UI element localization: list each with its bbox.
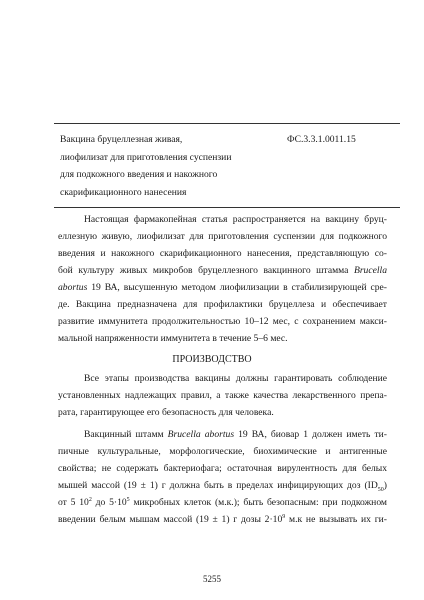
title-line: Вакцина бруцеллезная живая, [60,134,183,145]
monograph-code: ФС.3.3.1.0011.15 [287,134,356,145]
header-top-rule [54,123,400,124]
production-line: пичные культуральные, морфологические, биохимические и антигенные [58,446,387,457]
latin-name: abortus [58,282,88,293]
title-line: для подкожного введения и накожного [60,169,218,180]
subscript: 50 [377,486,384,493]
text-span: Вакцинный штамм [84,429,168,440]
superscript: 5 [126,496,130,503]
production-line: рата, гарантирующее его безопасность для человека. [58,407,274,418]
intro-line: де. Вакцина предназначена для профилактики бруцеллеза и обеспечивает [58,299,387,310]
intro-line: введения и накожного скарификационного нанесения, представляющую со- [58,248,387,259]
intro-line [58,280,387,296]
intro-line: Настоящая фармакопейная статья распространяется на вакцину бруц- [84,214,387,225]
text-span: от 5 10 [58,497,89,508]
superscript: 2 [88,496,92,503]
production-line [58,478,387,494]
production-line: установленных надлежащих правил, а также качества лекарственного препа- [58,390,387,401]
text-span: введении белым мышам массой (19 ± 1) г дозы 2·10 [58,514,283,525]
text-span: мышей массой (19 ± 1) г должна быть в пределах инфицирующих доз (ID [58,480,378,491]
text-span: микробных клеток (м.к.); быть безопасным: при подкожном [129,497,388,508]
production-line: Все этапы производства вакцины должны гарантировать соблюдение [84,373,387,384]
intro-line: развитие иммунитета продолжительностью 10–12 мес, с сохранением макси- [58,316,387,327]
text-span: 19 ВА, высушенную методом лиофилизации в стабилизирующей сре- [87,282,387,293]
title-line: скарификационного нанесения [60,186,187,198]
text-span: до 5·10 [91,497,127,508]
text-span: бой культуру живых микробов бруцеллезного вакцинного штамма [58,265,354,276]
page-number: 5255 [203,574,221,584]
intro-line: мальной напряженности иммунитета в течение 5–6 мес. [58,333,288,344]
latin-name: Brucella abortus [167,429,235,440]
superscript: 9 [282,513,286,520]
text-span: ) [383,480,387,491]
monograph-title [60,131,280,201]
production-line: свойства; не содержать бактериофага; остаточная вирулентность для белых [58,463,387,474]
section-heading: ПРОИЗВОДСТВО [172,354,252,365]
intro-line: еллезную живую, лиофилизат для приготовления суспензии для подкожного [58,231,387,242]
latin-name: Brucella [353,265,387,276]
title-line: лиофилизат для приготовления суспензии [60,151,232,163]
production-line [58,495,387,511]
production-line [58,512,387,528]
text-span: 19 ВА, биовар 1 должен иметь ти- [234,429,387,440]
header-bottom-rule [54,207,400,208]
text-span: м.к не вызывать их ги- [285,514,387,525]
intro-line [58,263,387,279]
production-line [58,427,387,443]
